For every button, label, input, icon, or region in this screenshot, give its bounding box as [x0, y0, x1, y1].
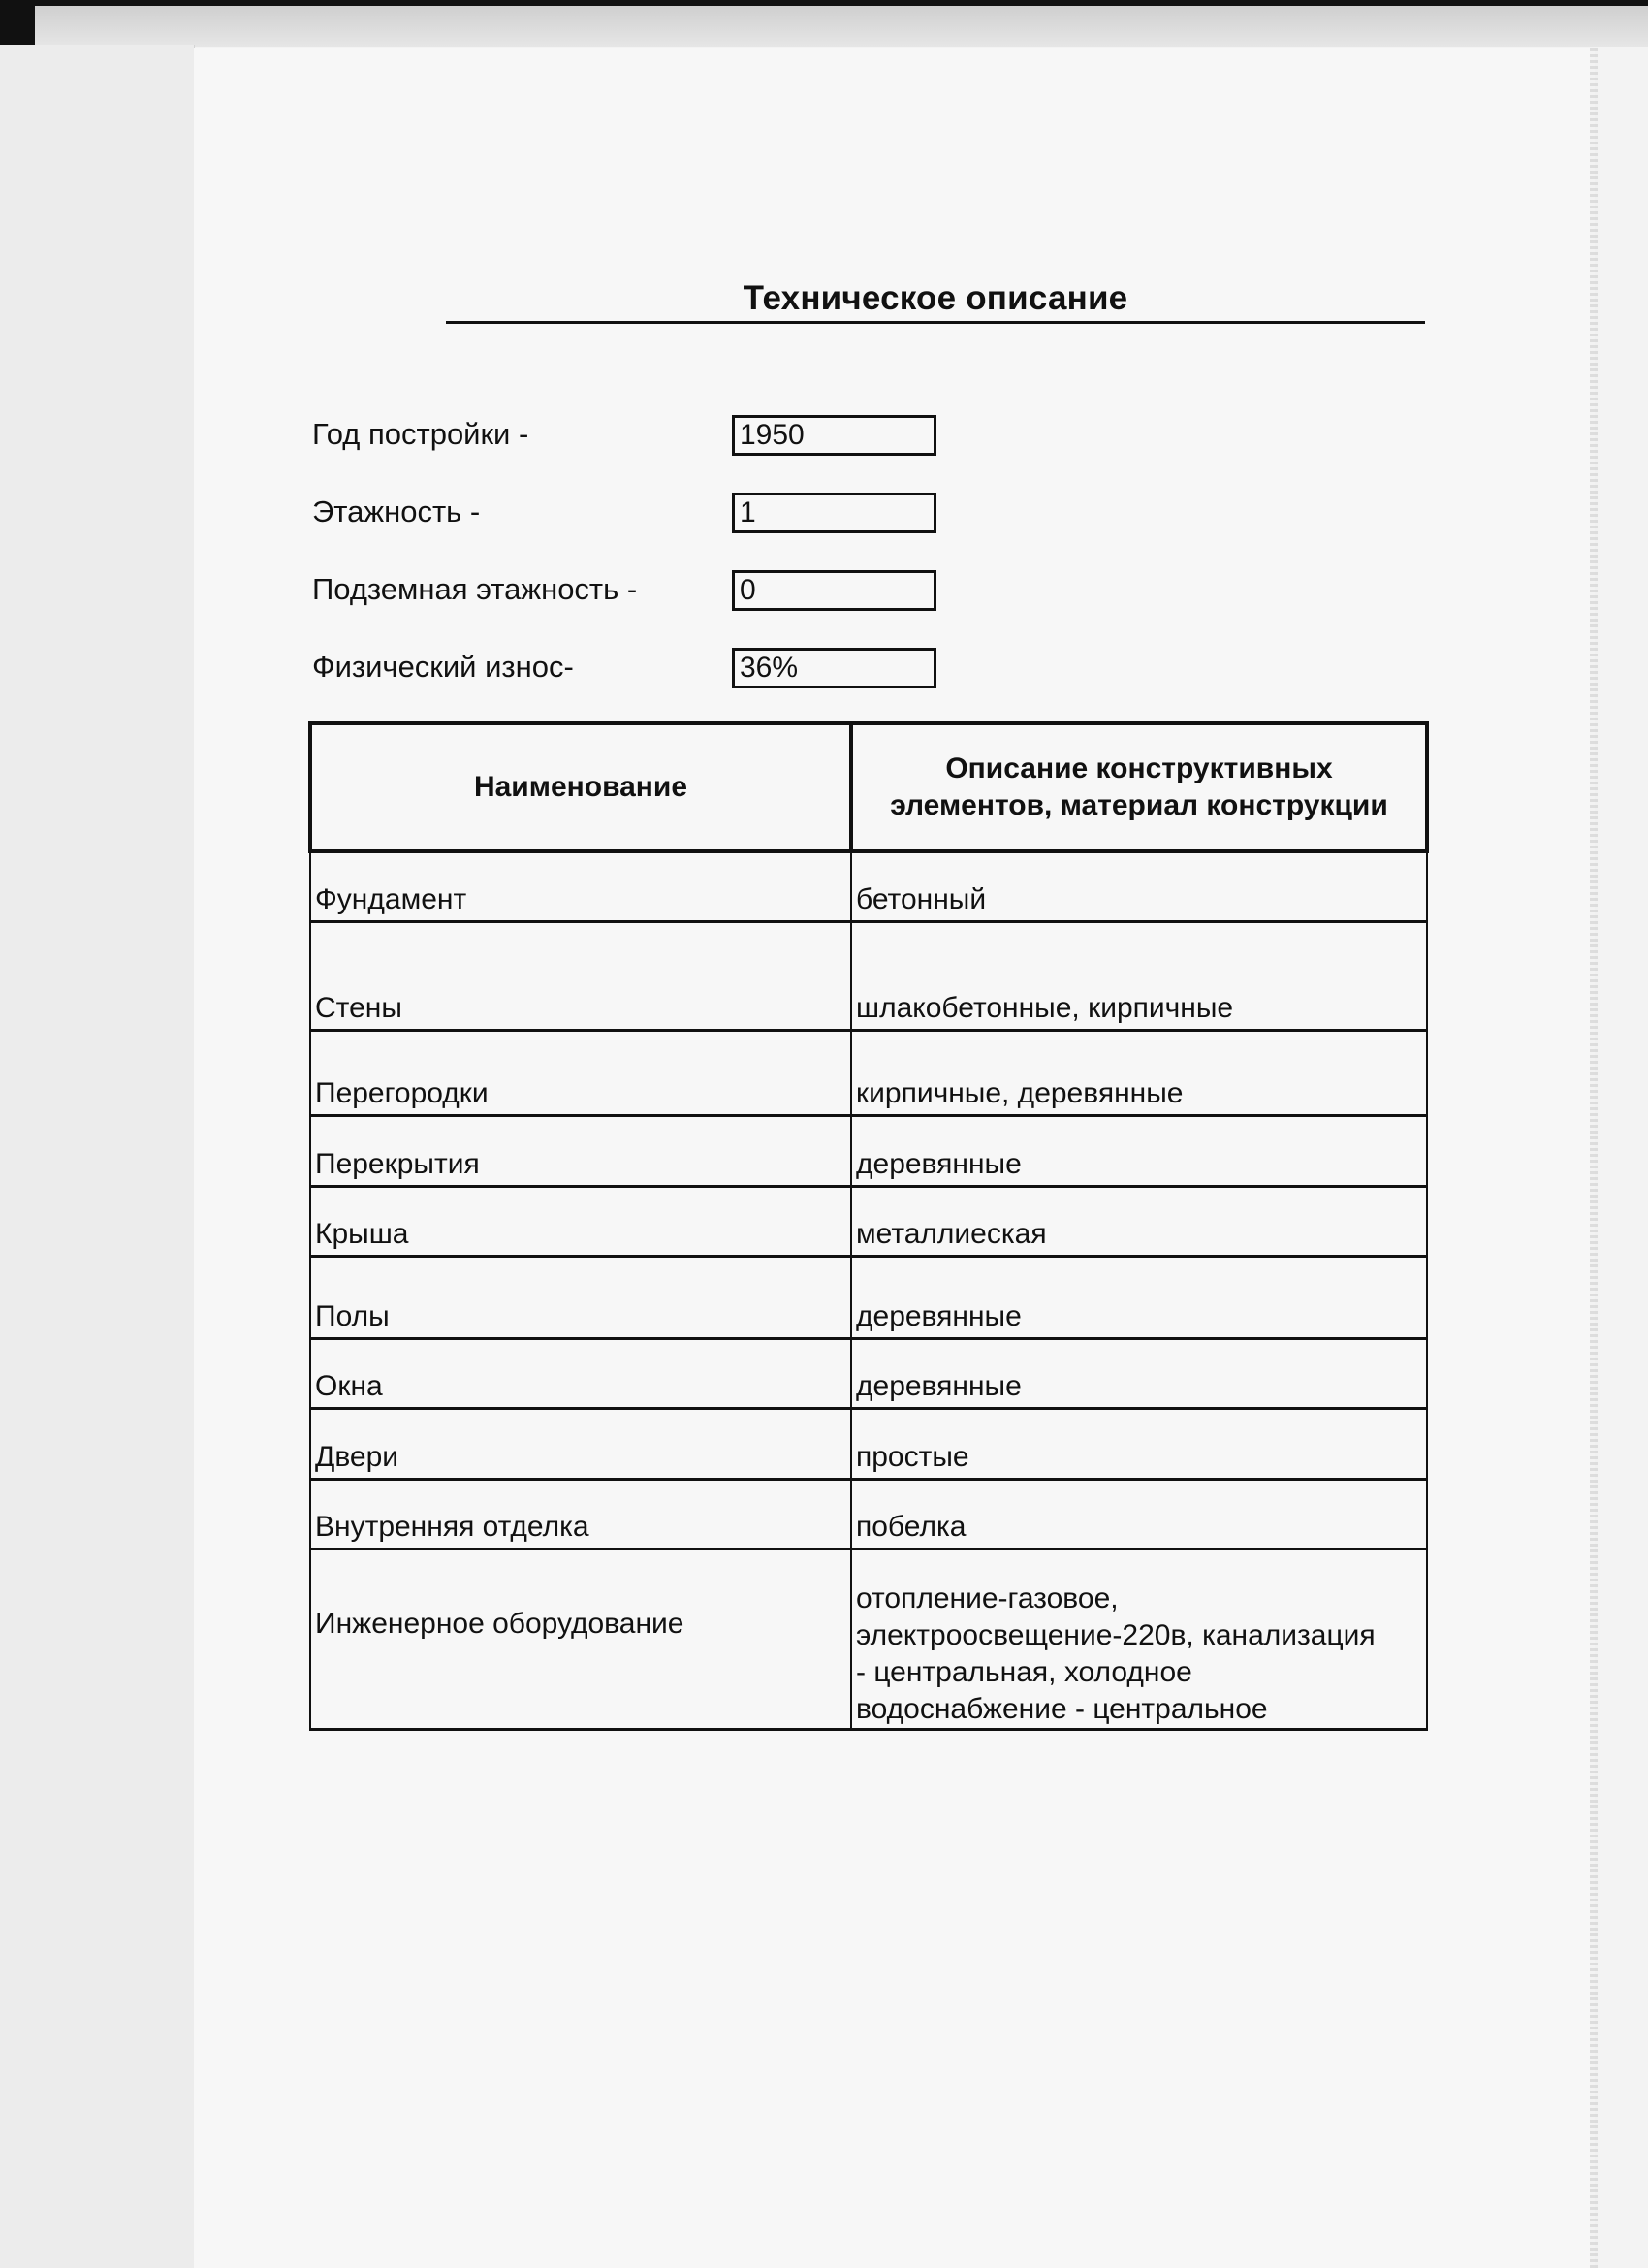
field-label-year-built: Год постройки - — [312, 417, 529, 451]
scan-corner — [0, 0, 35, 45]
field-value-floors: 1 — [732, 493, 936, 533]
underlying-page — [0, 45, 195, 2268]
row-name: Полы — [310, 1256, 851, 1338]
field-value-year-built: 1950 — [732, 415, 936, 456]
row-name: Двери — [310, 1408, 851, 1479]
row-description: простые — [851, 1408, 1427, 1479]
table-row — [310, 851, 1427, 921]
row-name: Стены — [310, 921, 851, 1030]
table-row — [310, 1186, 1427, 1256]
header-description: Описание конструктивных элементов, материал конструкции — [851, 723, 1427, 851]
header-name: Наименование — [310, 723, 851, 851]
row-description: бетонный — [851, 851, 1427, 921]
scan-top-strip — [35, 6, 1648, 47]
field-label-underground-floors: Подземная этажность - — [312, 572, 638, 606]
row-name: Внутренняя отделка — [310, 1479, 851, 1549]
table-row — [310, 1030, 1427, 1115]
row-name: Перегородки — [310, 1030, 851, 1115]
row-name: Крыша — [310, 1186, 851, 1256]
row-description: кирпичные, деревянные — [851, 1030, 1427, 1115]
field-label-physical-wear: Физический износ- — [312, 650, 574, 684]
field-value-underground-floors: 0 — [732, 570, 936, 611]
title-underline — [446, 321, 1425, 324]
table-row — [310, 1338, 1427, 1408]
row-description: деревянные — [851, 1256, 1427, 1338]
row-name: Перекрытия — [310, 1115, 851, 1186]
row-description: отопление-газовое, электроосвещение-220в, канализация - центральная, холодное водоснабжение - центральное — [851, 1549, 1427, 1729]
row-description: побелка — [851, 1479, 1427, 1549]
row-description: металлиеская — [851, 1186, 1427, 1256]
table-row — [310, 1115, 1427, 1186]
row-name: Инженерное оборудование — [310, 1549, 851, 1729]
table-row — [310, 1549, 1427, 1729]
row-name: Фундамент — [310, 851, 851, 921]
row-name: Окна — [310, 1338, 851, 1408]
table-row — [310, 1479, 1427, 1549]
field-value-physical-wear: 36% — [732, 648, 936, 688]
table-header-row — [310, 723, 1427, 851]
row-description: деревянные — [851, 1115, 1427, 1186]
table-row — [310, 921, 1427, 1030]
field-label-floors: Этажность - — [312, 495, 481, 528]
document-title: Техническое описание — [743, 279, 1128, 317]
structural-elements-table — [308, 721, 1429, 1731]
row-description: шлакобетонные, кирпичные — [851, 921, 1427, 1030]
table-row — [310, 1256, 1427, 1338]
table-row — [310, 1408, 1427, 1479]
row-description: деревянные — [851, 1338, 1427, 1408]
page-right-edge — [1590, 48, 1598, 2268]
